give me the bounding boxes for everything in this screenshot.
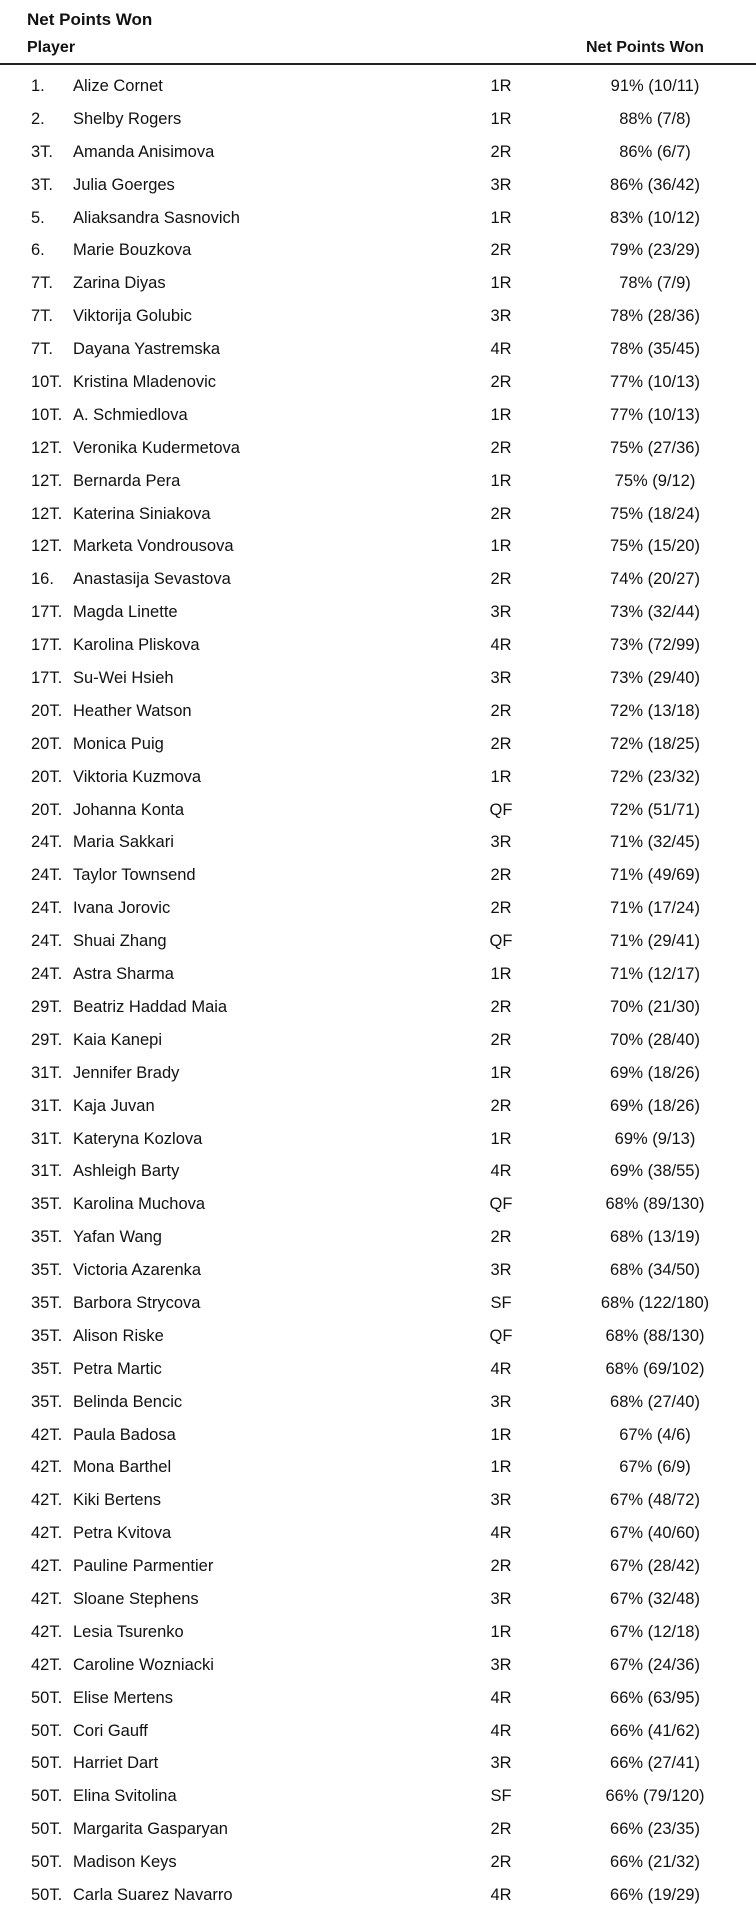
rank-cell: 50T. bbox=[31, 1754, 63, 1773]
player-name-cell: Harriet Dart bbox=[73, 1754, 159, 1773]
column-header-player: Player bbox=[27, 39, 76, 56]
table-row bbox=[0, 761, 756, 794]
table-row bbox=[0, 629, 756, 662]
rank-cell: 31T. bbox=[31, 1129, 63, 1148]
player-name-cell: Shuai Zhang bbox=[73, 932, 167, 951]
table-row bbox=[0, 498, 756, 531]
rank-cell: 3T. bbox=[31, 175, 54, 194]
table-row bbox=[0, 1287, 756, 1320]
round-cell: 1R bbox=[490, 965, 512, 984]
net-points-won-cell: 78% (7/9) bbox=[619, 274, 691, 293]
net-points-won-cell: 66% (19/29) bbox=[610, 1885, 700, 1904]
table-row bbox=[0, 399, 756, 432]
player-name-cell: Anastasija Sevastova bbox=[73, 570, 231, 589]
net-points-won-cell: 77% (10/13) bbox=[610, 373, 700, 392]
column-header-net-points-won: Net Points Won bbox=[586, 39, 704, 56]
net-points-won-cell: 68% (69/102) bbox=[605, 1359, 705, 1378]
player-name-cell: Margarita Gasparyan bbox=[73, 1820, 228, 1839]
player-name-cell: Sloane Stephens bbox=[73, 1589, 199, 1608]
table-row bbox=[0, 103, 756, 136]
rank-cell: 42T. bbox=[31, 1589, 63, 1608]
player-name-cell: Amanda Anisimova bbox=[73, 142, 215, 161]
player-name-cell: Monica Puig bbox=[73, 734, 164, 753]
round-cell: 2R bbox=[490, 899, 512, 918]
player-name-cell: Aliaksandra Sasnovich bbox=[73, 208, 240, 227]
rank-cell: 31T. bbox=[31, 1096, 63, 1115]
round-cell: 2R bbox=[490, 570, 512, 589]
rank-cell: 1. bbox=[31, 77, 45, 95]
table-row bbox=[0, 1747, 756, 1780]
rank-cell: 20T. bbox=[31, 734, 63, 753]
table-row bbox=[0, 300, 756, 333]
rank-cell: 17T. bbox=[31, 603, 63, 622]
rank-cell: 7T. bbox=[31, 274, 54, 293]
table-row bbox=[0, 1188, 756, 1221]
player-name-cell: Ashleigh Barty bbox=[73, 1162, 180, 1181]
player-name-cell: Astra Sharma bbox=[73, 965, 174, 984]
round-cell: 1R bbox=[490, 1425, 512, 1444]
net-points-won-cell: 67% (12/18) bbox=[610, 1622, 700, 1641]
round-cell: QF bbox=[489, 1195, 513, 1214]
round-cell: 3R bbox=[490, 1589, 512, 1608]
net-points-won-cell: 67% (32/48) bbox=[610, 1589, 700, 1608]
net-points-won-cell: 67% (40/60) bbox=[610, 1524, 700, 1543]
net-points-won-cell: 71% (29/41) bbox=[610, 932, 700, 951]
round-cell: 2R bbox=[490, 1030, 512, 1049]
rank-cell: 42T. bbox=[31, 1622, 63, 1641]
rank-cell: 12T. bbox=[31, 504, 63, 523]
rank-cell: 29T. bbox=[31, 1030, 63, 1049]
rank-cell: 35T. bbox=[31, 1228, 63, 1247]
player-name-cell: Karolina Pliskova bbox=[73, 636, 200, 655]
table-row bbox=[0, 1813, 756, 1846]
table-body bbox=[0, 70, 756, 1912]
net-points-won-cell: 73% (32/44) bbox=[610, 603, 700, 622]
round-cell: 1R bbox=[490, 767, 512, 786]
round-cell: 1R bbox=[490, 208, 512, 227]
table-row bbox=[0, 1550, 756, 1583]
net-points-won-cell: 69% (38/55) bbox=[610, 1162, 700, 1181]
rank-cell: 50T. bbox=[31, 1787, 63, 1806]
net-points-won-cell: 66% (27/41) bbox=[610, 1754, 700, 1773]
table-row bbox=[0, 333, 756, 366]
round-cell: 4R bbox=[490, 1885, 512, 1904]
rank-cell: 10T. bbox=[31, 405, 63, 424]
round-cell: QF bbox=[489, 1326, 513, 1345]
player-name-cell: Viktoria Kuzmova bbox=[73, 767, 202, 786]
player-name-cell: Carla Suarez Navarro bbox=[73, 1885, 233, 1904]
table-row bbox=[0, 1386, 756, 1419]
round-cell: 2R bbox=[490, 734, 512, 753]
round-cell: 4R bbox=[490, 1162, 512, 1181]
round-cell: 4R bbox=[490, 1524, 512, 1543]
table-row bbox=[0, 1715, 756, 1748]
round-cell: 2R bbox=[490, 1228, 512, 1247]
net-points-won-cell: 66% (79/120) bbox=[605, 1787, 705, 1806]
rank-cell: 7T. bbox=[31, 340, 54, 359]
player-name-cell: Mona Barthel bbox=[73, 1458, 172, 1477]
round-cell: 4R bbox=[490, 1359, 512, 1378]
player-name-cell: Julia Goerges bbox=[73, 175, 175, 194]
round-cell: 2R bbox=[490, 1820, 512, 1839]
player-name-cell: Alison Riske bbox=[73, 1326, 164, 1345]
round-cell: 1R bbox=[490, 109, 512, 128]
net-points-won-cell: 66% (41/62) bbox=[610, 1721, 700, 1740]
table-row bbox=[0, 267, 756, 300]
player-name-cell: Maria Sakkari bbox=[73, 833, 174, 852]
player-name-cell: Veronika Kudermetova bbox=[73, 438, 240, 457]
round-cell: 3R bbox=[490, 1392, 512, 1411]
net-points-won-cell: 68% (34/50) bbox=[610, 1261, 700, 1280]
rank-cell: 31T. bbox=[31, 1063, 63, 1082]
rank-cell: 2. bbox=[31, 109, 45, 128]
table-row bbox=[0, 1484, 756, 1517]
player-name-cell: Kiki Bertens bbox=[73, 1491, 162, 1510]
round-cell: 2R bbox=[490, 241, 512, 260]
net-points-won-cell: 72% (23/32) bbox=[610, 767, 700, 786]
table-row bbox=[0, 662, 756, 695]
round-cell: 2R bbox=[490, 997, 512, 1016]
player-name-cell: Taylor Townsend bbox=[73, 866, 196, 885]
player-name-cell: Elise Mertens bbox=[73, 1688, 173, 1707]
round-cell: 2R bbox=[490, 701, 512, 720]
table-row bbox=[0, 1320, 756, 1353]
round-cell: 3R bbox=[490, 833, 512, 852]
table-row bbox=[0, 136, 756, 169]
round-cell: 3R bbox=[490, 307, 512, 326]
net-points-won-cell: 67% (6/9) bbox=[619, 1458, 691, 1477]
player-name-cell: Pauline Parmentier bbox=[73, 1557, 214, 1576]
rank-cell: 35T. bbox=[31, 1359, 63, 1378]
player-name-cell: Alize Cornet bbox=[73, 77, 163, 95]
net-points-won-cell: 67% (48/72) bbox=[610, 1491, 700, 1510]
net-points-won-cell: 77% (10/13) bbox=[610, 405, 700, 424]
round-cell: 3R bbox=[490, 175, 512, 194]
net-points-won-cell: 71% (49/69) bbox=[610, 866, 700, 885]
round-cell: 2R bbox=[490, 504, 512, 523]
net-points-won-cell: 68% (27/40) bbox=[610, 1392, 700, 1411]
net-points-won-cell: 67% (24/36) bbox=[610, 1655, 700, 1674]
table-row bbox=[0, 1517, 756, 1550]
player-name-cell: Jennifer Brady bbox=[73, 1063, 180, 1082]
rank-cell: 17T. bbox=[31, 669, 63, 688]
player-name-cell: Paula Badosa bbox=[73, 1425, 176, 1444]
net-points-won-cell: 72% (18/25) bbox=[610, 734, 700, 753]
rank-cell: 10T. bbox=[31, 373, 63, 392]
net-points-won-cell: 71% (32/45) bbox=[610, 833, 700, 852]
player-name-cell: Ivana Jorovic bbox=[73, 899, 171, 918]
table-row bbox=[0, 563, 756, 596]
round-cell: 1R bbox=[490, 274, 512, 293]
net-points-won-cell: 67% (28/42) bbox=[610, 1557, 700, 1576]
table-row bbox=[0, 432, 756, 465]
net-points-won-cell: 74% (20/27) bbox=[610, 570, 700, 589]
player-name-cell: Beatriz Haddad Maia bbox=[73, 997, 228, 1016]
table-row bbox=[0, 958, 756, 991]
round-cell: 4R bbox=[490, 340, 512, 359]
net-points-won-cell: 66% (23/35) bbox=[610, 1820, 700, 1839]
round-cell: 1R bbox=[490, 1129, 512, 1148]
player-name-cell: Karolina Muchova bbox=[73, 1195, 206, 1214]
round-cell: 3R bbox=[490, 1655, 512, 1674]
rank-cell: 20T. bbox=[31, 800, 63, 819]
player-name-cell: Belinda Bencic bbox=[73, 1392, 183, 1411]
net-points-won-cell: 72% (51/71) bbox=[610, 800, 700, 819]
rank-cell: 24T. bbox=[31, 932, 63, 951]
player-name-cell: Bernarda Pera bbox=[73, 471, 181, 490]
rank-cell: 42T. bbox=[31, 1491, 63, 1510]
rank-cell: 6. bbox=[31, 241, 45, 260]
round-cell: 2R bbox=[490, 1853, 512, 1872]
round-cell: QF bbox=[489, 932, 513, 951]
player-name-cell: Su-Wei Hsieh bbox=[73, 669, 174, 688]
player-name-cell: Petra Martic bbox=[73, 1359, 162, 1378]
player-name-cell: Cori Gauff bbox=[73, 1721, 148, 1740]
round-cell: 1R bbox=[490, 471, 512, 490]
table-header bbox=[0, 35, 756, 65]
round-cell: 3R bbox=[490, 1491, 512, 1510]
net-points-won-cell: 78% (28/36) bbox=[610, 307, 700, 326]
net-points-won-cell: 68% (88/130) bbox=[605, 1326, 705, 1345]
table-row bbox=[0, 1221, 756, 1254]
rank-cell: 20T. bbox=[31, 767, 63, 786]
table-row bbox=[0, 1353, 756, 1386]
table-row bbox=[0, 1682, 756, 1715]
round-cell: QF bbox=[489, 800, 513, 819]
round-cell: 2R bbox=[490, 866, 512, 885]
table-row bbox=[0, 1419, 756, 1452]
rank-cell: 35T. bbox=[31, 1293, 63, 1312]
rank-cell: 50T. bbox=[31, 1721, 63, 1740]
rank-cell: 12T. bbox=[31, 438, 63, 457]
net-points-won-cell: 66% (21/32) bbox=[610, 1853, 700, 1872]
table-row bbox=[0, 1780, 756, 1813]
player-name-cell: Heather Watson bbox=[73, 701, 192, 720]
round-cell: 2R bbox=[490, 1096, 512, 1115]
player-name-cell: Dayana Yastremska bbox=[73, 340, 221, 359]
rank-cell: 50T. bbox=[31, 1820, 63, 1839]
net-points-won-cell: 86% (6/7) bbox=[619, 142, 691, 161]
table-row bbox=[0, 234, 756, 267]
net-points-won-cell: 75% (18/24) bbox=[610, 504, 700, 523]
player-name-cell: Kaia Kanepi bbox=[73, 1030, 162, 1049]
table-row bbox=[0, 859, 756, 892]
round-cell: 4R bbox=[490, 1688, 512, 1707]
rank-cell: 12T. bbox=[31, 471, 63, 490]
net-points-won-cell: 83% (10/12) bbox=[610, 208, 700, 227]
rank-cell: 50T. bbox=[31, 1688, 63, 1707]
table-row bbox=[0, 695, 756, 728]
rank-cell: 7T. bbox=[31, 307, 54, 326]
round-cell: 1R bbox=[490, 537, 512, 556]
net-points-won-cell: 70% (21/30) bbox=[610, 997, 700, 1016]
rank-cell: 42T. bbox=[31, 1425, 63, 1444]
table-row bbox=[0, 1879, 756, 1912]
table-row bbox=[0, 1024, 756, 1057]
rank-cell: 50T. bbox=[31, 1853, 63, 1872]
rank-cell: 12T. bbox=[31, 537, 63, 556]
rank-cell: 42T. bbox=[31, 1458, 63, 1477]
table-row bbox=[0, 925, 756, 958]
player-name-cell: Victoria Azarenka bbox=[73, 1261, 202, 1280]
round-cell: 2R bbox=[490, 1557, 512, 1576]
round-cell: SF bbox=[490, 1293, 512, 1312]
rank-cell: 24T. bbox=[31, 899, 63, 918]
net-points-won-cell: 86% (36/42) bbox=[610, 175, 700, 194]
rank-cell: 5. bbox=[31, 208, 45, 227]
player-name-cell: Lesia Tsurenko bbox=[73, 1622, 184, 1641]
round-cell: 3R bbox=[490, 669, 512, 688]
net-points-won-cell: 69% (18/26) bbox=[610, 1063, 700, 1082]
player-name-cell: Viktorija Golubic bbox=[73, 307, 192, 326]
player-name-cell: Johanna Konta bbox=[73, 800, 185, 819]
rank-cell: 20T. bbox=[31, 701, 63, 720]
player-name-cell: Caroline Wozniacki bbox=[73, 1655, 214, 1674]
table-row bbox=[0, 1123, 756, 1156]
round-cell: 1R bbox=[490, 1063, 512, 1082]
player-name-cell: Petra Kvitova bbox=[73, 1524, 172, 1543]
round-cell: 2R bbox=[490, 438, 512, 457]
rank-cell: 24T. bbox=[31, 866, 63, 885]
rank-cell: 42T. bbox=[31, 1557, 63, 1576]
rank-cell: 42T. bbox=[31, 1524, 63, 1543]
round-cell: 3R bbox=[490, 603, 512, 622]
player-name-cell: Magda Linette bbox=[73, 603, 178, 622]
net-points-won-cell: 68% (13/19) bbox=[610, 1228, 700, 1247]
table-row bbox=[0, 1846, 756, 1879]
net-points-won-cell: 72% (13/18) bbox=[610, 701, 700, 720]
table-row bbox=[0, 169, 756, 202]
net-points-won-cell: 70% (28/40) bbox=[610, 1030, 700, 1049]
player-name-cell: Barbora Strycova bbox=[73, 1293, 201, 1312]
net-points-won-cell: 88% (7/8) bbox=[619, 109, 691, 128]
rank-cell: 42T. bbox=[31, 1655, 63, 1674]
table-row bbox=[0, 70, 756, 103]
rank-cell: 35T. bbox=[31, 1392, 63, 1411]
rank-cell: 35T. bbox=[31, 1195, 63, 1214]
round-cell: 4R bbox=[490, 636, 512, 655]
table-row bbox=[0, 1254, 756, 1287]
rank-cell: 3T. bbox=[31, 142, 54, 161]
table-row bbox=[0, 1155, 756, 1188]
table-row bbox=[0, 465, 756, 498]
player-name-cell: Zarina Diyas bbox=[73, 274, 166, 293]
net-points-won-cell: 73% (72/99) bbox=[610, 636, 700, 655]
rank-cell: 35T. bbox=[31, 1326, 63, 1345]
player-name-cell: Elina Svitolina bbox=[73, 1787, 177, 1806]
net-points-won-cell: 75% (9/12) bbox=[614, 471, 696, 490]
net-points-won-cell: 71% (12/17) bbox=[610, 965, 700, 984]
table-row bbox=[0, 892, 756, 925]
rank-cell: 16. bbox=[31, 570, 54, 589]
net-points-won-cell: 66% (63/95) bbox=[610, 1688, 700, 1707]
round-cell: 1R bbox=[490, 1622, 512, 1641]
round-cell: 2R bbox=[490, 373, 512, 392]
table-row bbox=[0, 1583, 756, 1616]
table-row bbox=[0, 1616, 756, 1649]
table-row bbox=[0, 794, 756, 827]
player-name-cell: Kaja Juvan bbox=[73, 1096, 155, 1115]
table-row bbox=[0, 991, 756, 1024]
round-cell: 1R bbox=[490, 405, 512, 424]
rank-cell: 24T. bbox=[31, 833, 63, 852]
net-points-won-cell: 71% (17/24) bbox=[610, 899, 700, 918]
player-name-cell: Marketa Vondrousova bbox=[73, 537, 234, 556]
round-cell: 3R bbox=[490, 1754, 512, 1773]
player-name-cell: Madison Keys bbox=[73, 1853, 177, 1872]
player-name-cell: Kateryna Kozlova bbox=[73, 1129, 203, 1148]
rank-cell: 50T. bbox=[31, 1885, 63, 1904]
rank-cell: 31T. bbox=[31, 1162, 63, 1181]
player-name-cell: A. Schmiedlova bbox=[73, 405, 188, 424]
player-name-cell: Marie Bouzkova bbox=[73, 241, 192, 260]
net-points-won-cell: 78% (35/45) bbox=[610, 340, 700, 359]
table-row bbox=[0, 826, 756, 859]
player-name-cell: Shelby Rogers bbox=[73, 109, 182, 128]
table-row bbox=[0, 1451, 756, 1484]
round-cell: SF bbox=[490, 1787, 512, 1806]
table-row bbox=[0, 1057, 756, 1090]
round-cell: 2R bbox=[490, 142, 512, 161]
net-points-won-cell: 75% (15/20) bbox=[610, 537, 700, 556]
net-points-won-cell: 73% (29/40) bbox=[610, 669, 700, 688]
player-name-cell: Kristina Mladenovic bbox=[73, 373, 217, 392]
table-row bbox=[0, 728, 756, 761]
table-row bbox=[0, 366, 756, 399]
net-points-won-cell: 79% (23/29) bbox=[610, 241, 700, 260]
table-row bbox=[0, 1649, 756, 1682]
net-points-won-cell: 69% (18/26) bbox=[610, 1096, 700, 1115]
net-points-won-cell: 68% (89/130) bbox=[605, 1195, 705, 1214]
round-cell: 4R bbox=[490, 1721, 512, 1740]
table-row bbox=[0, 202, 756, 235]
net-points-won-cell: 69% (9/13) bbox=[614, 1129, 696, 1148]
rank-cell: 29T. bbox=[31, 997, 63, 1016]
rank-cell: 35T. bbox=[31, 1261, 63, 1280]
player-name-cell: Katerina Siniakova bbox=[73, 504, 211, 523]
round-cell: 1R bbox=[490, 77, 512, 95]
net-points-won-cell: 75% (27/36) bbox=[610, 438, 700, 457]
rank-cell: 24T. bbox=[31, 965, 63, 984]
table-row bbox=[0, 530, 756, 563]
table-row bbox=[0, 596, 756, 629]
net-points-won-cell: 67% (4/6) bbox=[619, 1425, 691, 1444]
round-cell: 1R bbox=[490, 1458, 512, 1477]
page-title: Net Points Won bbox=[27, 10, 153, 29]
player-name-cell: Yafan Wang bbox=[73, 1228, 162, 1247]
net-points-won-cell: 68% (122/180) bbox=[600, 1293, 710, 1312]
round-cell: 3R bbox=[490, 1261, 512, 1280]
rank-cell: 17T. bbox=[31, 636, 63, 655]
table-row bbox=[0, 1090, 756, 1123]
net-points-won-cell: 91% (10/11) bbox=[610, 77, 700, 95]
